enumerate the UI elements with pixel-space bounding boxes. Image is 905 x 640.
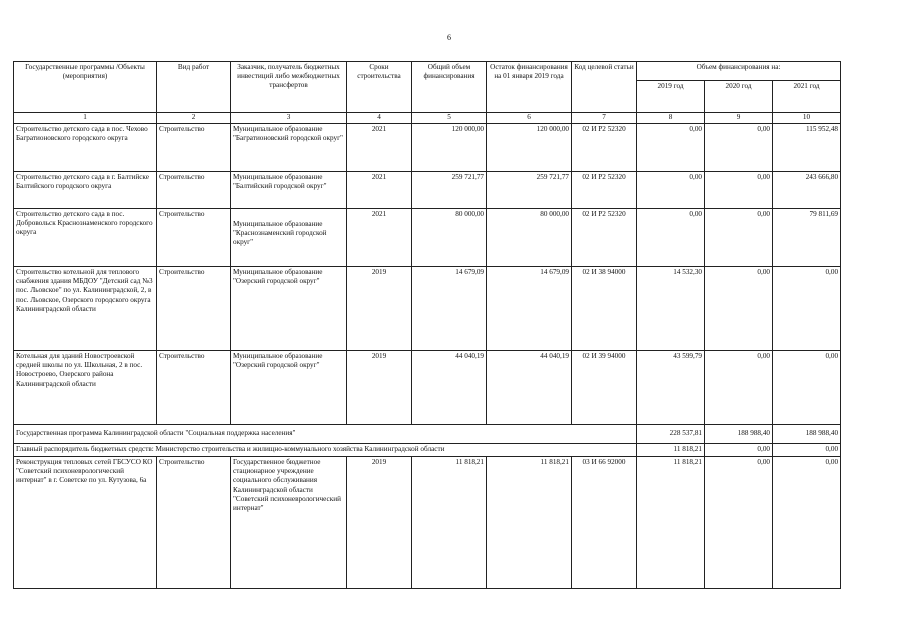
table-row	[14, 123, 841, 171]
object-name: Котельная для зданий Новостроевской средней школы по ул. Школьная, 2 в пос. Новостроево, Озерского района Калининградской области	[14, 350, 157, 424]
object-name: Строительство детского сада в пос. Чехово Багратионовского городского округа	[14, 123, 157, 171]
amount-2021: 243 666,80	[773, 171, 841, 208]
amount-2021: 0,00	[773, 350, 841, 424]
budget-manager-row	[14, 443, 841, 456]
target-code: 02 И 38 94000	[572, 266, 637, 350]
object-name: Строительство котельной для теплового снабжения здания МБДОУ "Детский сад №3 пос. Льовское" по ул. Калининградской, 2, в пос. Льовское, Озерского городского округа Калининградской области	[14, 266, 157, 350]
work-type: Строительство	[157, 350, 231, 424]
customer: Муниципальное образование "Багратионовский городской округ"	[231, 123, 347, 171]
total-amount: 80 000,00	[412, 208, 487, 266]
manager-amount-2019: 11 818,21	[637, 443, 705, 456]
table-row	[14, 208, 841, 266]
amount-2019: 0,00	[637, 123, 705, 171]
customer: Государственное бюджетное стационарное учреждение социального обслуживания Калининградской области "Советский психоневрологический интернат"	[231, 456, 347, 588]
work-type: Строительство	[157, 171, 231, 208]
object-name: Строительство детского сада в г. Балтийске Балтийского городского округа	[14, 171, 157, 208]
target-code: 02 И Р2 52320	[572, 208, 637, 266]
manager-amount-2020: 0,00	[705, 443, 773, 456]
customer: Муниципальное образование "Краснознаменский городской округ"	[231, 208, 347, 266]
header-row-top	[14, 62, 841, 81]
table-row	[14, 456, 841, 588]
column-number: 5	[412, 113, 487, 124]
remainder-amount: 120 000,00	[487, 123, 572, 171]
work-type: Строительство	[157, 208, 231, 266]
column-number: 7	[572, 113, 637, 124]
amount-2019: 0,00	[637, 171, 705, 208]
header-work-type: Вид работ	[157, 62, 231, 113]
target-code: 02 И Р2 52320	[572, 171, 637, 208]
amount-2020: 0,00	[705, 350, 773, 424]
header-remainder: Остаток финансирования на 01 января 2019 года	[487, 62, 572, 113]
customer: Муниципальное образование "Озерский городской округ"	[231, 350, 347, 424]
column-number: 9	[705, 113, 773, 124]
total-amount: 44 040,19	[412, 350, 487, 424]
program-total-row	[14, 424, 841, 443]
column-number: 2	[157, 113, 231, 124]
amount-2020: 0,00	[705, 456, 773, 588]
table-row	[14, 171, 841, 208]
column-number-row	[14, 113, 841, 124]
amount-2020: 0,00	[705, 266, 773, 350]
column-number: 1	[14, 113, 157, 124]
header-funding: Объем финансирования на:	[637, 62, 841, 81]
amount-2021: 115 952,48	[773, 123, 841, 171]
header-year-2021: 2021 год	[773, 81, 841, 113]
column-number: 4	[347, 113, 412, 124]
customer: Муниципальное образование "Озерский городской округ"	[231, 266, 347, 350]
construction-year: 2021	[347, 171, 412, 208]
budget-manager-title: Главный распорядитель бюджетных средств: Министерство строительства и жилищно-коммунального хозяйства Калининградской области	[14, 443, 637, 456]
program-title: Государственная программа Калининградской области "Социальная поддержка населения"	[14, 424, 637, 443]
total-amount: 14 679,09	[412, 266, 487, 350]
remainder-amount: 14 679,09	[487, 266, 572, 350]
header-code: Код целевой статьи	[572, 62, 637, 113]
amount-2019: 11 818,21	[637, 456, 705, 588]
target-code: 02 И Р2 52320	[572, 123, 637, 171]
manager-amount-2021: 0,00	[773, 443, 841, 456]
column-number: 8	[637, 113, 705, 124]
total-amount: 120 000,00	[412, 123, 487, 171]
remainder-amount: 11 818,21	[487, 456, 572, 588]
table-row	[14, 266, 841, 350]
header-year-2019: 2019 год	[637, 81, 705, 113]
header-program: Государственные программы /Объекты (мероприятия)	[14, 62, 157, 113]
object-name: Строительство детского сада в пос. Добровольск Краснознаменского городского округа	[14, 208, 157, 266]
header-customer: Заказчик, получатель бюджетных инвестиций либо межбюджетных трансфертов	[231, 62, 347, 113]
target-code: 02 И 39 94000	[572, 350, 637, 424]
amount-2020: 0,00	[705, 123, 773, 171]
construction-year: 2019	[347, 266, 412, 350]
header-terms: Сроки строительства	[347, 62, 412, 113]
construction-year: 2019	[347, 456, 412, 588]
total-amount: 259 721,77	[412, 171, 487, 208]
construction-year: 2019	[347, 350, 412, 424]
amount-2020: 0,00	[705, 208, 773, 266]
total-amount: 11 818,21	[412, 456, 487, 588]
amount-2021: 0,00	[773, 266, 841, 350]
amount-2020: 0,00	[705, 171, 773, 208]
object-name: Реконструкция тепловых сетей ГБСУСО КО "Советский психоневрологический интернат" в г. Советске по ул. Кутузова, 6а	[14, 456, 157, 588]
amount-2019: 14 532,30	[637, 266, 705, 350]
amount-2019: 43 599,79	[637, 350, 705, 424]
construction-year: 2021	[347, 208, 412, 266]
amount-2021: 0,00	[773, 456, 841, 588]
remainder-amount: 259 721,77	[487, 171, 572, 208]
amount-2019: 0,00	[637, 208, 705, 266]
page-number: 6	[447, 33, 451, 42]
work-type: Строительство	[157, 456, 231, 588]
work-type: Строительство	[157, 266, 231, 350]
program-amount-2019: 228 537,81	[637, 424, 705, 443]
construction-year: 2021	[347, 123, 412, 171]
column-number: 6	[487, 113, 572, 124]
program-amount-2021: 188 988,40	[773, 424, 841, 443]
target-code: 03 И 66 92000	[572, 456, 637, 588]
remainder-amount: 44 040,19	[487, 350, 572, 424]
amount-2021: 79 811,69	[773, 208, 841, 266]
header-total: Общий объем финансирования	[412, 62, 487, 113]
customer: Муниципальное образование "Балтийский городской округ"	[231, 171, 347, 208]
column-number: 3	[231, 113, 347, 124]
work-type: Строительство	[157, 123, 231, 171]
column-number: 10	[773, 113, 841, 124]
program-amount-2020: 188 988,40	[705, 424, 773, 443]
remainder-amount: 80 000,00	[487, 208, 572, 266]
financing-table	[13, 61, 841, 589]
header-year-2020: 2020 год	[705, 81, 773, 113]
table-row	[14, 350, 841, 424]
